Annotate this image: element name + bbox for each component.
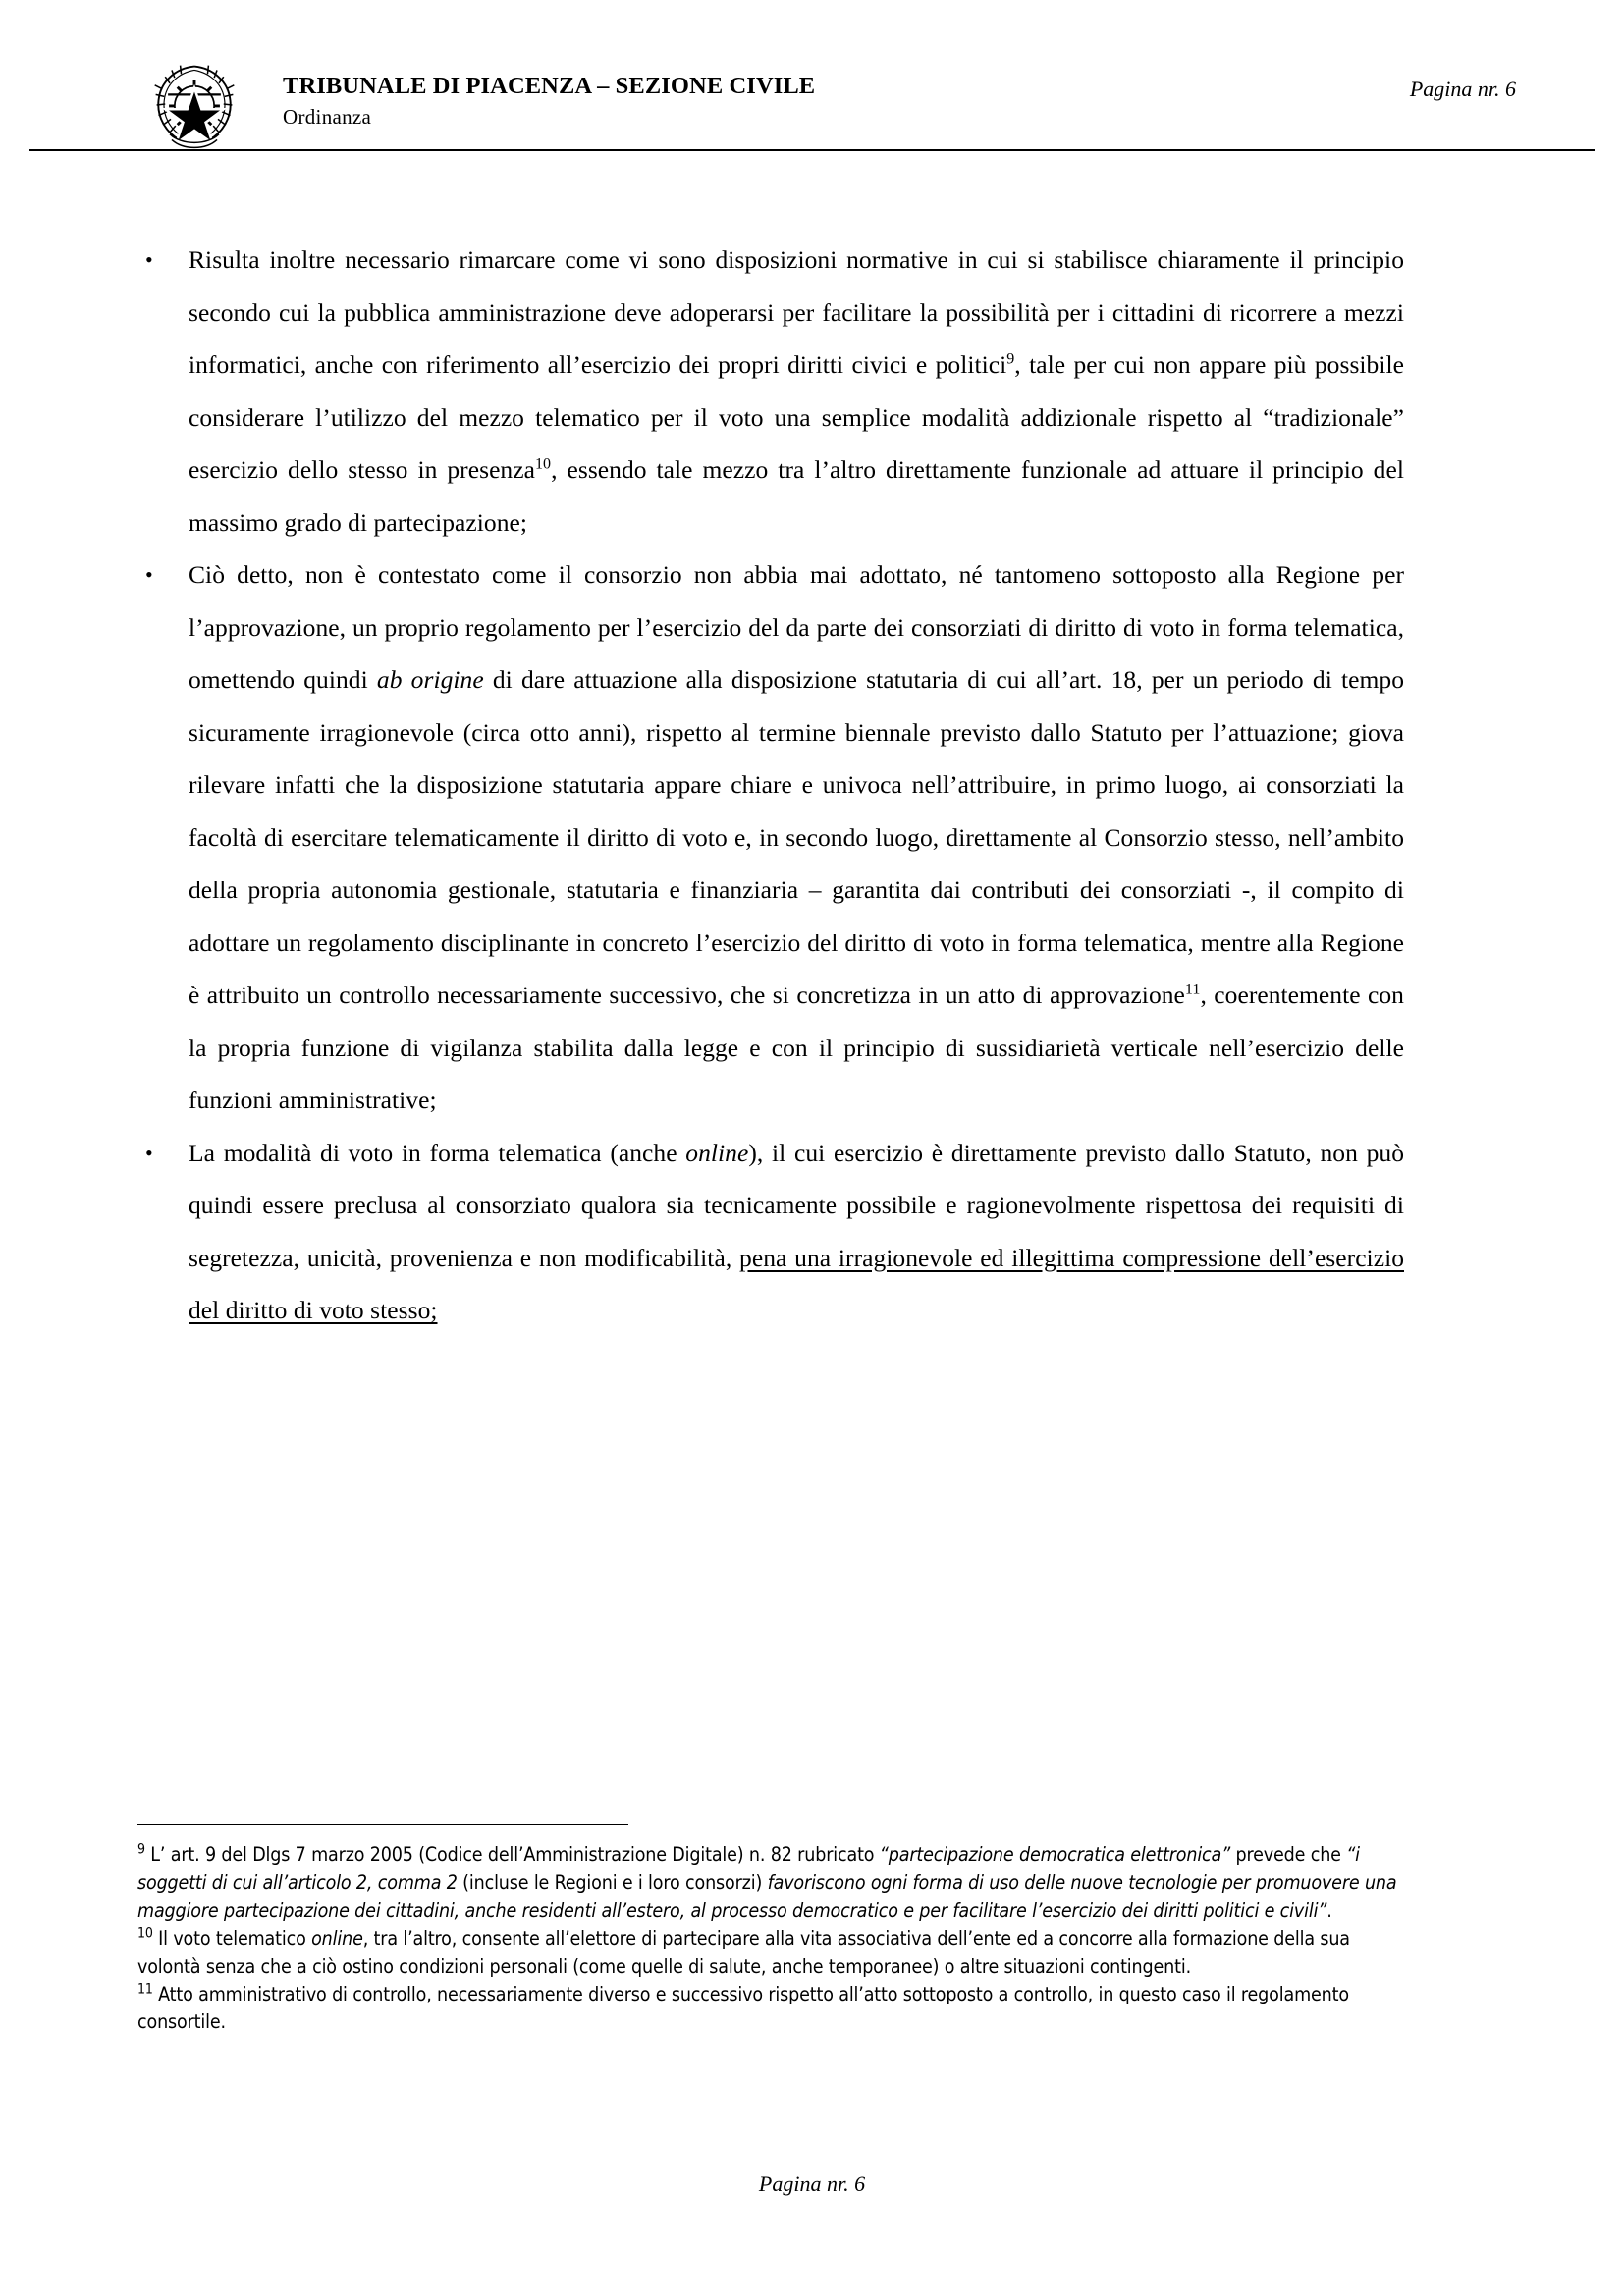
header-divider (29, 149, 1595, 151)
page-footer: Pagina nr. 6 (758, 2171, 866, 2196)
bullet-item-3: • La modalità di voto in forma telematica (anche online), il cui esercizio è direttamente previsto dallo Statuto, non può quindi essere preclusa al consorziato qualora sia tecnicamente possibile e ragionevolmente rispettosa dei requisiti di segretezza, unicità, provenienza e non modificabilità, pena una irragionevole ed illegittima compressione dell’esercizio del diritto di voto stesso; (137, 1127, 1404, 1337)
footnote-9: $^9$ L’ art. 9 del Dlgs 7 marzo 2005 (Codice dell’Amministrazione Digitale) n. 82 rubricato “partecipazione democratica elettronica” prevede che “i soggetti di cui all’articolo 2, comma 2 (incluse le Regioni e i loro consorzi) favoriscono ogni forma di uso delle nuove tecnologie per promuovere una maggiore partecipazione dei cittadini, anche residenti all’estero, al processo democratico e per facilitare l’esercizio dei diritti politici e civili”. (137, 1842, 1397, 1922)
document-body (137, 234, 1404, 1337)
page-header (118, 61, 1522, 154)
header-page-indicator: Pagina nr. 6 (1409, 77, 1516, 101)
document-type: Ordinanza (283, 105, 372, 130)
bullet-item-1: • Risulta inoltre necessario rimarcare come vi sono disposizioni normative in cui si stabilisce chiaramente il principio secondo cui la pubblica amministrazione deve adoperarsi per facilitare la possibilità per i cittadini di ricorrere a mezzi informatici, anche con riferimento all’esercizio dei propri diritti civici e politici$^9$, tale per cui non appare più possibile considerare l’utilizzo del mezzo telematico per il voto una semplice modalità addizionale rispetto al “tradizionale” esercizio dello stesso in presenza$^{10}$, essendo tale mezzo tra l’altro direttamente funzionale ad attuare il principio del massimo grado di partecipazione; (137, 234, 1404, 549)
court-title: TRIBUNALE DI PIACENZA – SEZIONE CIVILE (283, 73, 816, 99)
footnote-divider (137, 1824, 628, 1825)
footnote-10: $^{10}$ Il voto telematico online, tra l’altro, consente all’elettore di partecipare alla vita associativa dell’ente ed a concorre alla formazione della sua volontà senza che a ciò ostino condizioni personali (come quelle di salute, anche temporanee) o altre situazioni contingenti. (137, 1925, 1350, 1978)
italian-republic-emblem-icon (147, 57, 242, 151)
header-title-block (283, 61, 1410, 132)
bullet-item-2: • Ciò detto, non è contestato come il consorzio non abbia mai adottato, né tantomeno sottoposto alla Regione per l’approvazione, un proprio regolamento per l’esercizio del da parte dei consorziati di diritto di voto in forma telematica, omettendo quindi ab origine di dare attuazione alla disposizione statutaria di cui all’art. 18, per un periodo di tempo sicuramente irragionevole (circa otto anni), rispetto al termine biennale previsto dallo Statuto per l’attuazione; giova rilevare infatti che la disposizione statutaria appare chiare e univoca nell’attribuire, in primo luogo, ai consorziati la facoltà di esercitare telematicamente il diritto di voto e, in secondo luogo, direttamente al Consorzio stesso, nell’ambito della propria autonomia gestionale, statutaria e finanziaria – garantita dai contributi dei consorziati -, il compito di adottare un regolamento disciplinante in concreto l’esercizio del diritto di voto in forma telematica, mentre alla Regione è attribuito un controllo necessariamente successivo, che si concretizza in un atto di approvazione$^{11}$, coerentemente con la propria funzione di vigilanza stabilita dalla legge e con il principio di sussidiarietà verticale nell’esercizio delle funzioni amministrative; (137, 549, 1404, 1127)
footnote-11: $^{11}$ Atto amministrativo di controllo, necessariamente diverso e successivo rispetto all’atto sottoposto a controllo, in questo caso il regolamento consortile. (137, 1981, 1349, 2034)
bullet-list (137, 234, 1404, 1337)
footnote-block (137, 1842, 1414, 2037)
